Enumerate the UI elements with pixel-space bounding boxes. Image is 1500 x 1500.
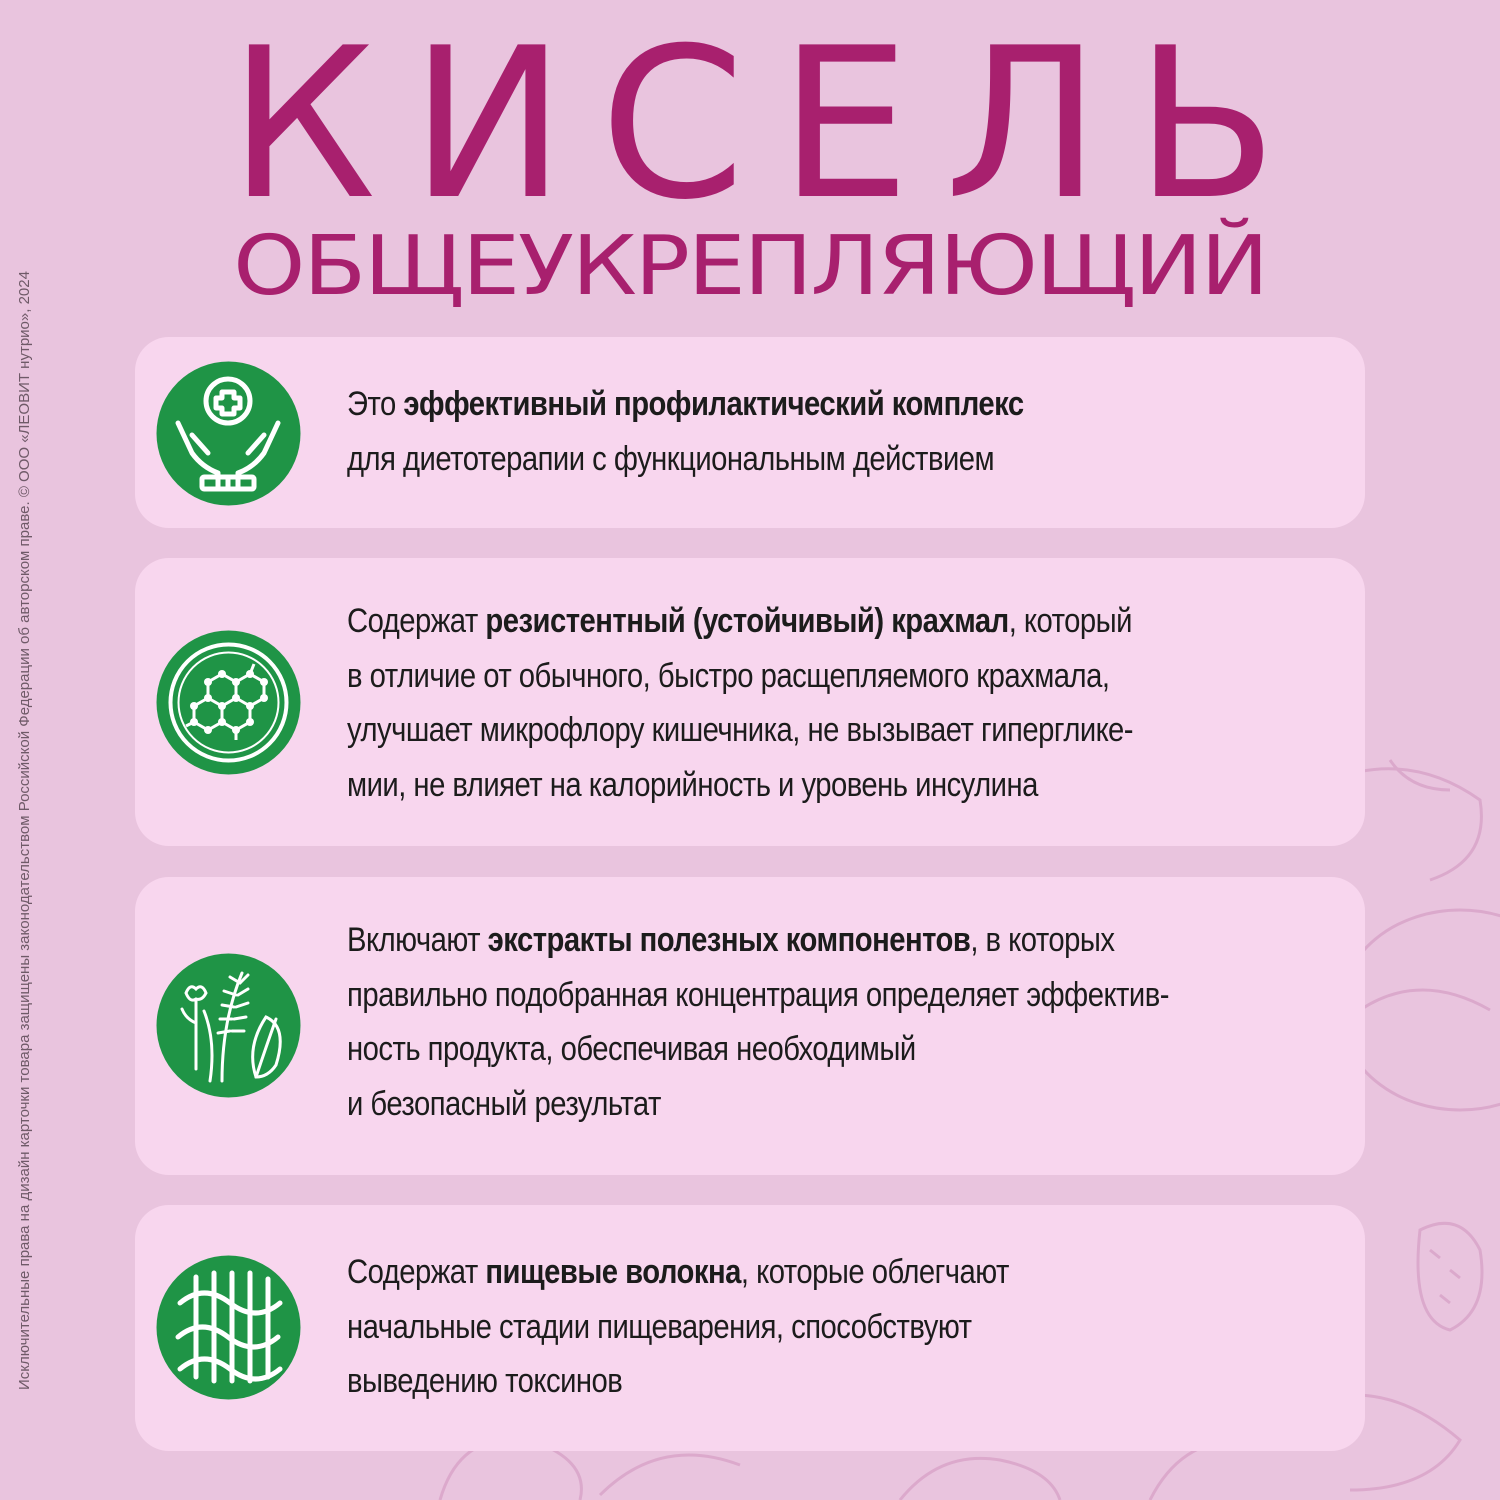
feature-text-regular: правильно подобранная концентрация определяет эффектив-: [347, 975, 1169, 1014]
feature-text-line: [347, 1077, 1171, 1132]
product-subtitle: ОБЩЕУКРЕПЛЯЮЩИЙ: [233, 219, 1267, 314]
feature-text-regular: для диетотерапии с функциональным действием: [347, 439, 995, 478]
feature-text-regular: , в которых: [970, 921, 1115, 959]
feature-text-line: [347, 758, 1171, 813]
feature-card-extracts: [135, 877, 1365, 1175]
feature-text-regular: , которые облегчают: [740, 1253, 1009, 1291]
dietary-fiber-icon: [156, 1255, 301, 1400]
feature-text-line: [347, 1354, 1171, 1409]
feature-text-regular: в отличие от обычного, быстро расщепляемого крахмала,: [347, 656, 1110, 695]
feature-card-prophylactic: [135, 337, 1365, 528]
feature-text-bold: пищевые волокна: [485, 1253, 741, 1291]
feature-text-regular: Включают: [347, 921, 488, 959]
feature-text-line: [347, 1300, 1171, 1355]
herbs-plants-icon: [156, 953, 301, 1098]
feature-text-bold: экстракты полезных компонентов: [487, 921, 971, 959]
feature-text-regular: и безопасный результат: [347, 1084, 661, 1123]
feature-text-bold: резистентный (устойчивый) крахмал: [485, 602, 1009, 640]
feature-text-line: [347, 377, 1171, 432]
hands-medical-cross-icon: [156, 361, 301, 506]
feature-text-line: [347, 968, 1171, 1023]
molecule-structure-icon: [156, 630, 301, 775]
feature-text-regular: мии, не влияет на калорийность и уровень инсулина: [347, 765, 1038, 804]
feature-text-regular: выведению токсинов: [347, 1362, 623, 1400]
feature-text-line: [347, 594, 1171, 649]
feature-text-line: [347, 913, 1171, 968]
feature-text-regular: Это: [347, 385, 404, 423]
feature-card-fiber: [135, 1205, 1365, 1451]
feature-text-bold: эффективный профилактический комплекс: [403, 385, 1024, 423]
feature-text-line: [347, 1022, 1171, 1077]
feature-text-line: [347, 1245, 1171, 1300]
feature-text-line: [347, 432, 1171, 487]
feature-text-regular: Содержат: [347, 602, 486, 640]
feature-text-regular: начальные стадии пищеварения, способствуют: [347, 1307, 972, 1346]
feature-card-resistant-starch: [135, 558, 1365, 846]
feature-text-regular: улучшает микрофлору кишечника, не вызывает гипергликe-: [347, 711, 1133, 749]
feature-text: [347, 1245, 1305, 1409]
feature-text-regular: Содержат: [347, 1253, 486, 1291]
feature-text: [347, 377, 1305, 486]
copyright-note: Исключительные права на дизайн карточки товара защищены законодательством Российской Федерации об авторском праве. © ООО «ЛЕОВИТ нутрио», 2024: [16, 271, 33, 1390]
feature-text: [347, 913, 1305, 1131]
feature-text-regular: ность продукта, обеспечивая необходимый: [347, 1030, 916, 1068]
feature-text: [347, 594, 1305, 812]
feature-text-regular: , который: [1008, 602, 1132, 640]
product-title: КИСЕЛЬ: [228, 4, 1312, 246]
feature-text-line: [347, 703, 1171, 758]
feature-text-line: [347, 649, 1171, 704]
